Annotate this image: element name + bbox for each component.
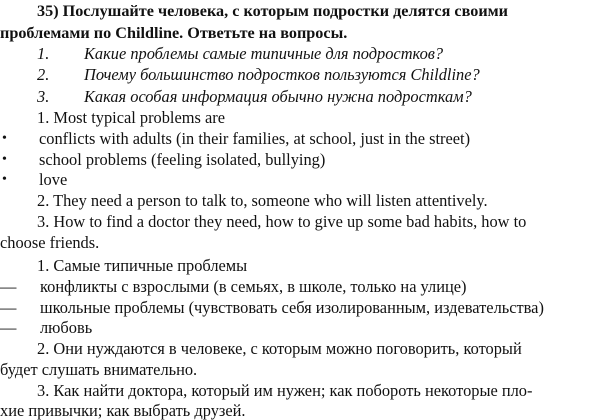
english-answer-3-line2: choose friends. — [0, 233, 100, 252]
question-3-text: Какая особая информация обычно нужна подросткам? — [84, 87, 472, 106]
russian-answer-2-line1: 2. Они нуждаются в человеке, с которым можно поговорить, который — [37, 339, 522, 358]
bullet-text: conflicts with adults (in their families, at school, just in the street) — [39, 129, 471, 148]
russian-answer-3-line1: 3. Как найти доктора, который им нужен; как побороть некоторые пло- — [37, 381, 533, 400]
dash-text: школьные проблемы (чувствовать себя изолированным, издевательства) — [40, 298, 544, 317]
dash-marker: — — [0, 277, 17, 296]
question-2-number: 2. — [37, 65, 50, 84]
exercise-title-line1: 35) Послушайте человека, с которым подростки делятся своими — [37, 2, 509, 20]
question-1-number: 1. — [37, 44, 50, 63]
dash-text: любовь — [40, 318, 93, 337]
russian-answer-1-heading: 1. Самые типичные проблемы — [37, 256, 248, 275]
bullet-text: love — [39, 170, 68, 189]
question-3-number: 3. — [37, 87, 50, 106]
exercise-title-line2: проблемами по Childline. Ответьте на вопросы. — [0, 24, 348, 42]
russian-answer-3-line2: хие привычки; как выбрать друзей. — [0, 401, 246, 420]
dash-text: конфликты с взрослыми (в семьях, в школе, только на улице) — [40, 277, 467, 296]
english-answer-1-heading: 1. Most typical problems are — [37, 108, 225, 127]
english-answer-2: 2. They need a person to talk to, someone who will listen attentively. — [37, 191, 488, 210]
bullet-text: school problems (feeling isolated, bullying) — [39, 150, 326, 169]
russian-answer-2-line2: будет слушать внимательно. — [0, 360, 198, 379]
english-answer-3-line1: 3. How to find a doctor they need, how to give up some bad habits, how to — [37, 212, 527, 231]
dash-marker: — — [0, 298, 17, 317]
dash-marker: — — [0, 318, 17, 337]
bullet-marker: • — [2, 152, 7, 167]
bullet-marker: • — [2, 172, 7, 187]
bullet-marker: • — [2, 131, 7, 146]
question-2-text: Почему большинство подростков пользуются Childline? — [84, 65, 480, 84]
question-1-text: Какие проблемы самые типичные для подростков? — [84, 44, 444, 63]
